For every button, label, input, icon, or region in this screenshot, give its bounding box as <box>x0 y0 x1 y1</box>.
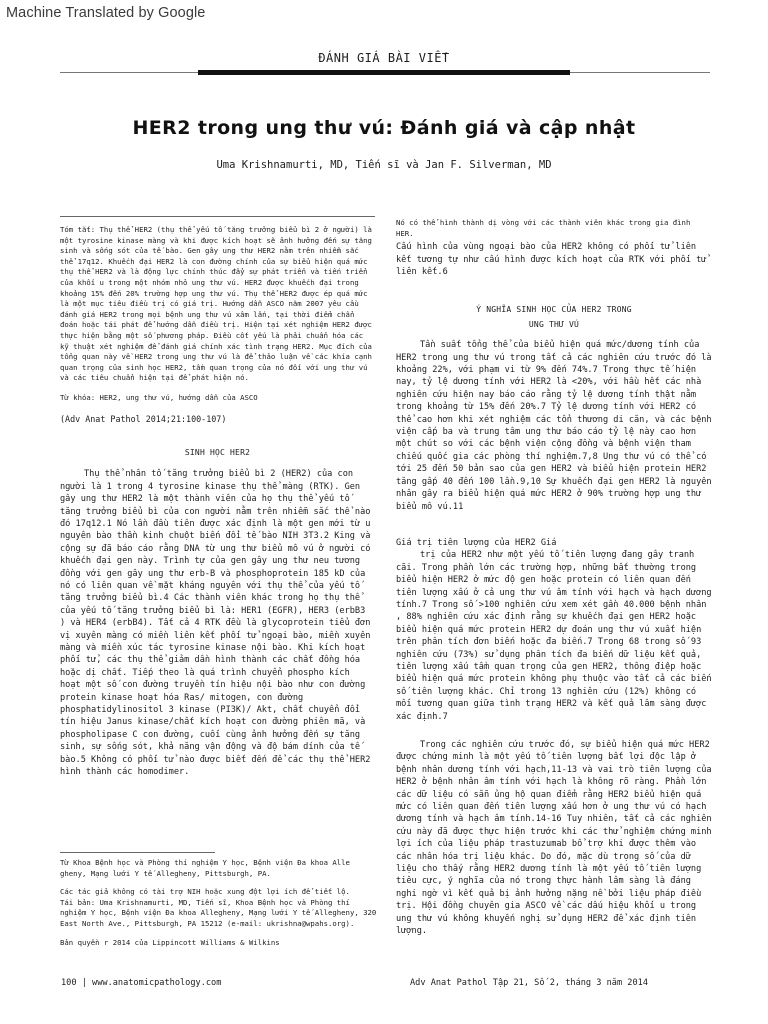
footer-journal-issue: Adv Anat Pathol Tập 21, Số 2, tháng 3 năm 2014 <box>410 978 648 988</box>
machine-translation-banner: Machine Translated by Google <box>6 5 206 21</box>
left-column <box>60 216 375 778</box>
heading-her2-biology: SINH HỌC HER2 <box>184 447 251 457</box>
footer-page-url: 100 | www.anatomicpathology.com <box>61 978 222 988</box>
footnote-copyright: Bản quyền r 2014 của Lippincott Williams & Wilkins <box>60 937 280 947</box>
heading-significance-line2: UNG THƯ VÚ <box>528 319 580 329</box>
footnote-funding: Các tác giả không có tài trợ NIH hoặc xung đột lợi ích để tiết lộ. <box>60 887 350 897</box>
header-thick-rule <box>198 70 570 75</box>
article-title: HER2 trong ung thư vú: Đánh giá và cập nhật <box>132 117 636 139</box>
biology-paragraph: Thụ thể nhân tố tăng trưởng biểu bì 2 (HER2) của con người là 1 trong 4 tyrosine kinase thụ thể màng (RTK). Gen gây ung thư HER2 là một thành viên của họ thụ thể yếu tố tăng trưởng biểu bì của con người nằm trên nhiễm sắc thể nào đó 17q12.1 Nó lần đầu tiên được xác định là một gen mới từ u nguyên bào thần kinh chuột biến đổi tế bào NIH 3T3.2 King và cộng sự đã báo cáo rằng DNA từ ung thư biểu mô vú ở người có khuếch đại gen này. Trình tự của gen gây ung thư neu tương đồng với gen gây ung thư erb-B và phosphoprotein 185 kD của nó có liên quan về mặt kháng nguyên với thụ thể của yếu tố tăng trưởng biểu bì.4 Các thành viên khác trong họ thụ thể của yếu tố tăng trưởng biểu bì là: HER1 (EGFR), HER3 (erbB3 ) và HER4 (erbB4). Tất cả 4 RTK đều là glycoprotein tiểu đơn vị xuyên màng có miền liên kết phối tử ngoại bào, miền xuyên màng và miền xúc tác tyrosine kinase nội bào. Khi kích hoạt phối tử, các thụ thể giảm dần hình thành các chất đồng hóa hoặc dị chất. Tiếp theo là quá trình chuyển phospho kích hoạt một số con đường truyền tín hiệu nội bào như con đường protein kinase hoạt hóa Ras/ mitogen, con đường phosphatidylinositol 3 kinase (PI3K)/ Akt, chất chuyển đổi tín hiệu Janus kinase/chất kích hoạt con đường phiên mã, và phospholipase C con đường, cuối cùng ảnh hưởng đến sự tăng sinh, sự sống sót, khả năng vận động và độ bám dính của tế bào.5 Không có phối tử nào được biết đến để các thụ thể HER2 hình thành các homodimer. <box>60 469 371 778</box>
heading-significance-line1: Ý NGHĨA SINH HỌC CỦA HER2 TRONG <box>476 305 632 315</box>
footnote-reprints: Tái bản: Uma Krishnamurti, MD, Tiến sĩ, Khoa Bệnh học và Phòng thí nghiệm Y học, Bệnh viện Đa khoa Allegheny, Mạng lưới Y tế Allegheny, 320 East North Ave., Pittsburgh, PA 15212 (e-mail: ukrishna@wpahs.org). <box>60 897 377 928</box>
keywords: Từ khóa: HER2, ung thư vú, hướng dẫn của ASCO <box>60 392 258 402</box>
prognostic-paragraph: trị của HER2 như một yếu tố tiên lượng đang gây tranh cãi. Trong phần lớn các trường hợp, những bất thường trong biểu hiện HER2 ở mức độ gen hoặc protein có liên quan đến tiên lượng xấu ở cả ung thư vú âm tính với hạch và hạch dương tính.7 Trong số >100 nghiên cứu xem xét gần 40.000 bệnh nhân , 88% nghiên cứu xác định rằng sự khuếch đại gen HER2 hoặc biểu hiện quá mức protein HER2 dự đoán ung thư vú xuất hiện trên phân tích đơn biến hoặc đa biến.7 Trong 68 trong số 93 nghiên cứu (73%) sử dụng phân tích đa biến dữ liệu kết quả, tiên lượng xấu tầm quan trọng của gen HER2, thông điệp hoặc biểu hiện quá mức protein không phụ thuộc vào tất cả các biến số tiên lượng khác. Chỉ trong 13 nghiên cứu (12%) không có mối tương quan giữa tình trạng HER2 và kết quả lâm sàng được xác định.7 <box>396 550 712 722</box>
footnote-affiliation: Từ Khoa Bệnh học và Phòng thí nghiệm Y học, Bệnh viện Đa khoa Alle gheny, Mạng lưới Y tế Allegheny, Pittsburgh, PA. <box>60 858 350 878</box>
predictive-paragraph: Trong các nghiên cứu trước đó, sự biểu hiện quá mức HER2 được chứng minh là một yếu tố tiên lượng bất lợi độc lập ở bệnh nhân dương tính với hạch,11-13 và vai trò tiên lượng của HER2 ở bệnh nhân âm tính với hạch là không rõ ràng. Phần lớn các dữ liệu có sẵn ủng hộ quan điểm rằng HER2 biểu hiện quá mức có liên quan đến tiên lượng xấu hơn ở ung thư vú có hạch dương tính và hạch âm tính.14-16 Tuy nhiên, tất cả các nghiên cứu này đã được thực hiện trước khi các thử nghiệm chứng minh lợi ích của liệu pháp trastuzumab bổ trợ khi được thêm vào các nhân hóa trị liệu khác. Do đó, mặc dù trọng số của dữ liệu cho thấy rằng HER2 dương tính là một yếu tố tiên lượng tiêu cực, ý nghĩa của nó trong thực hành lâm sàng là đáng nghi ngờ vì kết quả bị ảnh hưởng nặng nề bởi liệu pháp điều trị. Hội đồng chuyên gia ASCO về các dấu hiệu khối u trong ung thư vú không khuyến nghị sử dụng HER2 để xác định tiên lượng. <box>396 740 712 937</box>
citation: (Adv Anat Pathol 2014;21:100-107) <box>60 413 227 424</box>
abstract: Tóm tắt: Thụ thể HER2 (thụ thể yếu tố tăng trưởng biểu bì 2 ở người) là một tyrosine kinase màng và khi được kích hoạt sẽ ảnh hưởng đến sự tăng sinh và sống sót của tế bào. Gen gây ung thư HER2 nằm trên nhiễm sắc thể 17q12. Khuếch đại HER2 là con đường chính của sự biểu hiện quá mức thụ thể HER2 và là động lực chính thúc đẩy sự phát triển và tiến triển của khối u trong một nhóm nhỏ ung thư vú. HER2 được khuếch đại trong khoảng 15% đến 20% trường hợp ung thư vú. Thụ thể HER2 được ép quá mức là một mục tiêu điều trị có giá trị. Hướng dẫn ASCO năm 2007 yêu cầu đánh giá HER2 trong mọi bệnh ung thư vú xâm lấn, tại thời điểm chẩn đoán hoặc tái phát để hướng dẫn điều trị. Hiện tại xét nghiệm HER2 được thực hiện bằng một số phương pháp. Điều cốt yếu là phải chuẩn hóa các kỹ thuật xét nghiệm để đánh giá chính xác tình trạng HER2. Mục đích của tổng quan này về HER2 trong ung thư vú là để thảo luận về các khía cạnh quan trọng của sinh học HER2, tầm quan trọng của nó đối với ung thư vú và các tiêu chuẩn hiện tại để phát hiện nó. <box>60 225 372 383</box>
abstract-top-rule <box>60 216 375 217</box>
footnotes-rule <box>60 852 215 853</box>
right-column <box>396 218 712 938</box>
heading-prognostic: Giá trị tiên lượng của HER2 Giá <box>396 537 557 548</box>
right-intro-small: Nó có thể hình thành dị vòng với các thành viên khác trong gia đình HER. <box>396 218 691 238</box>
footnotes <box>60 852 380 948</box>
section-label: ĐÁNH GIÁ BÀI VIẾT <box>318 51 450 65</box>
significance-paragraph: Tần suất tổng thể của biểu hiện quá mức/dương tính của HER2 trong ung thư vú trong tất cả các nghiên cứu trước đó là khoảng 22%, với phạm vi từ 9% đến 74%.7 Trong thực tế hiện nay, tỷ lệ dương tính với HER2 là <20%, với hầu hết các nhà nghiên cứu hiện nay báo cáo rằng tỷ lệ dương tính thật nằm trong khoảng từ 15% đến 20%.7 Tỷ lệ dương tính với HER2 có thể cao hơn khi xét nghiệm các tổn thương di căn, và các bệnh viện cấp ba và trung tâm ung thư báo cáo tỷ lệ này cao hơn một chút so với các bệnh viện cộng đồng và bệnh viện tham chiếu quốc gia các phòng thí nghiệm.7,8 Ung thư vú có thể có tới 25 đến 50 bản sao của gen HER2 và biểu hiện protein HER2 tăng gấp 40 đến 100 lần.9,10 Sự khuếch đại gen HER2 là nguyên nhân gây ra biểu hiện quá mức HER2 ở 90% trường hợp ung thư biểu mô vú.11 <box>396 340 712 512</box>
right-intro-paragraph: Cấu hình của vùng ngoại bào của HER2 không có phối tử liên kết tương tự như cấu hình được kích hoạt của RTK với phối tử liên kết.6 <box>396 242 707 277</box>
article-authors: Uma Krishnamurti, MD, Tiến sĩ và Jan F. Silverman, MD <box>216 159 552 171</box>
